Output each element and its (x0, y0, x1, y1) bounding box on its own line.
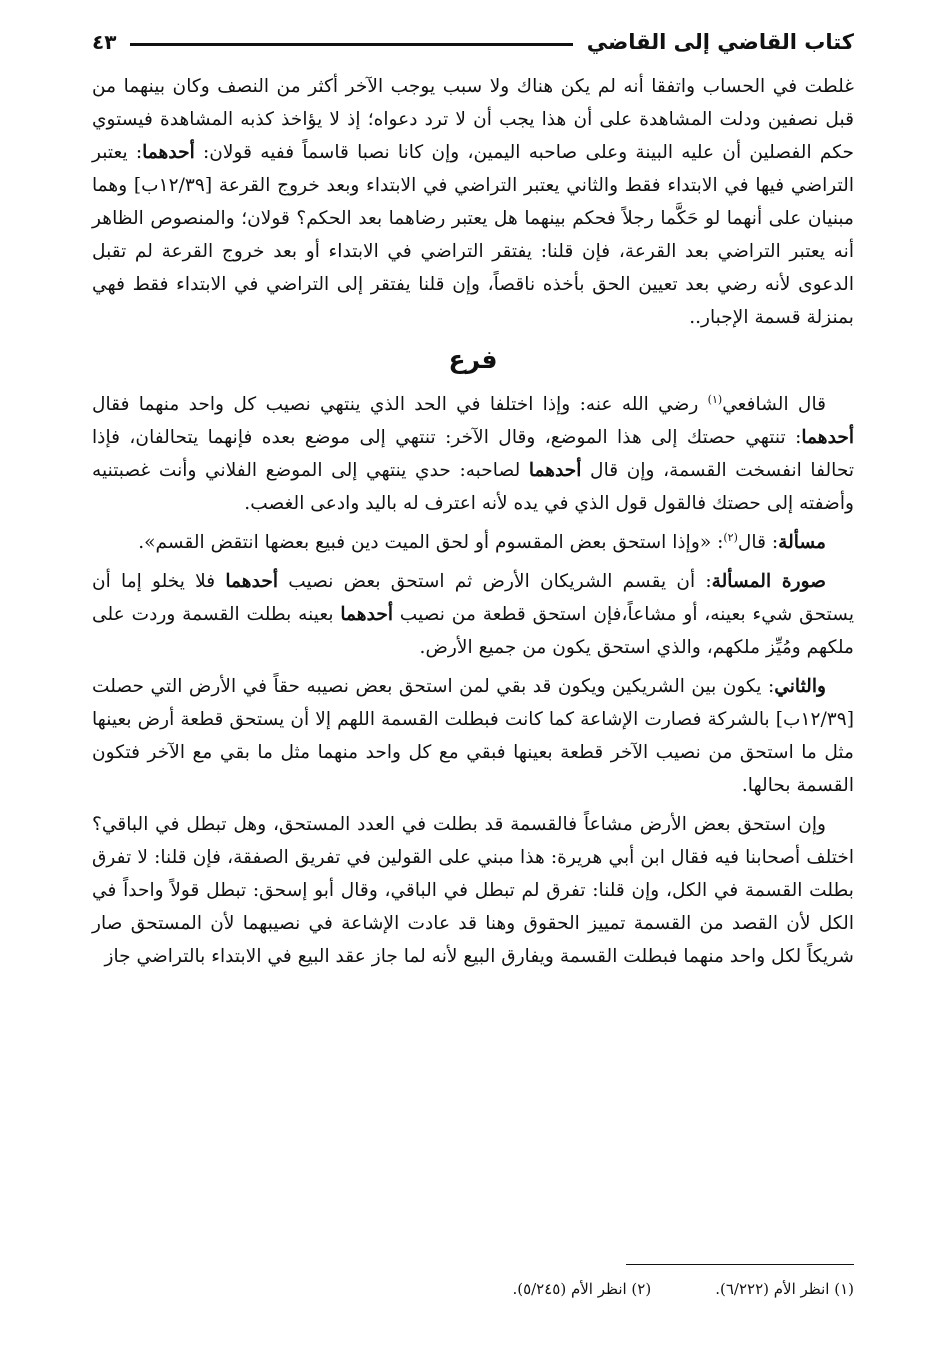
footnote-2: (٢) انظر الأم (٥/٢٤٥). (512, 1280, 652, 1298)
paragraph-5 (92, 670, 854, 802)
header-rule (130, 43, 572, 46)
paragraph-2-bold-1: أحدهما (801, 427, 854, 448)
paragraph-4 (92, 565, 854, 664)
paragraph-1 (92, 70, 854, 334)
paragraph-2-bold-2: أحدهما (528, 460, 582, 481)
paragraph-2 (92, 388, 854, 520)
paragraph-3-text: : قال (737, 532, 779, 553)
paragraph-1-bold: أحدهما (142, 142, 195, 163)
paragraph-2-text: قال الشافعي (722, 394, 826, 415)
paragraph-4-bold-2: أحدهما (225, 571, 278, 592)
paragraph-1-text-2: : يعتبر التراضي فيها في الابتداء فقط والثاني يعتبر التراضي في الابتداء وبعد خروج القرعة [١٢/٣٩ب] وهما مبنيان على أنهما لو حَكَّما رجلاً فحكم بينهما هل يعتبر رضاهما بعد الحكم؟ قولان؛ والمنصوص الظاهر أنه يعتبر التراضي بعد القرعة، فإن قلنا: يفتقر التراضي في الابتداء أو بعد خروج القرعة لم تقبل الدعوى لأنه رضي بعد تعيين الحق بأخذه ناقصاً، وإن قلنا يفتقر إلى التراضي في الابتداء فقط فهي بمنزلة قسمة الإجبار.. (92, 142, 854, 328)
main-text (92, 70, 854, 979)
paragraph-4-text-3: بعينه بطلت القسمة وردت على ملكهم ومُيِّز ملكهم، والذي استحق يكون من جميع الأرض. (92, 604, 854, 658)
paragraph-2-text-3: : تنتهي حصتك إلى هذا الموضع، وقال الآخر: تنتهي إلى موضع بعده فإنهما يتحالفان، فإذا تحالفا انفسخت القسمة، وإن قال (92, 427, 854, 481)
footnote-ref-2: (٢) (723, 530, 738, 544)
paragraph-1-text: غلطت في الحساب واتفقا أنه لم يكن هناك ولا سبب يوجب الآخر أكثر من النصف وكان بينهما من قبل نصفين ودلت المشاهدة على أن هذا يجب أن لا ترد دعواه؛ إذ لا يؤاخذ كذبه المشاهدة فيستوي حكم الفصلين أن عليه البينة وعلى صاحبه اليمين، وإن كانا نصبا قاسماً ففيه قولان: (92, 76, 854, 163)
footnote-ref-1: (١) (707, 392, 723, 406)
paragraph-2-text-4: لصاحبه: حدي ينتهي إلى الموضع الفلاني وأنت غصبتنيه وأضفته إلى حصتك فالقول قول الذي في يده لأنه اعترف له باليد وادعى الغصب. (92, 460, 854, 514)
paragraph-6: وإن استحق بعض الأرض مشاعاً فالقسمة قد بطلت في العدد المستحق، وهل تبطل في الباقي؟ اختلف أصحابنا فيه فقال ابن أبي هريرة: هذا مبني على القولين في تفريق الصفقة، فإن قلنا: لا تفرق بطلت القسمة في الكل، وإن قلنا: تفرق لم تبطل في الباقي، وقال أبو إسحق: تبطل قولاً واحداً في الكل لأن القصد من القسمة تمييز الحقوق وهنا قد عادت الإشاعة في نصيبهما لأن المستحق صار شريكاً لكل واحد منهما فبطلت القسمة ويفارق البيع لأنه لما جاز عقد البيع في الابتداء بالتراضي جاز (92, 814, 854, 967)
paragraph-4-bold-3: أحدهما (340, 604, 393, 625)
book-title: كتاب القاضي إلى القاضي (586, 30, 854, 54)
section-heading: فرع (448, 345, 498, 374)
paragraph-3-text-2: : «وإذا استحق بعض المقسوم أو لحق الميت دين فبيع بعضها انتقض القسم». (138, 532, 724, 553)
page-number: ٤٣ (92, 30, 117, 54)
paragraph-5-text: : يكون بين الشريكين ويكون قد بقي لمن استحق بعض نصيبه حقاً في الأرض التي حصلت [١٢/٣٩ب] بالشركة فصارت الإشاعة كما كانت فبطلت القسمة اللهم إلا أن يستحق قطعة أرض بعينها مثل ما استحق من نصيب الآخر قطعة بعينها فبقي مع كل واحد منهما مثل ما بقي مع الآخر فتكون القسمة بحالها. (92, 676, 854, 796)
footnote-1: (١) انظر الأم (٦/٢٢٢). (715, 1280, 854, 1298)
footnote-rule (626, 1264, 854, 1265)
footnotes (92, 1276, 854, 1302)
paragraph-3 (92, 526, 854, 559)
running-header (92, 22, 854, 62)
paragraph-2-text-2: رضي الله عنه: وإذا اختلفا في الحد الذي ينتهي نصيب كل واحد منهما فقال (92, 394, 708, 415)
paragraph-4-text: : أن يقسم الشريكان الأرض ثم استحق بعض نصيب (278, 571, 712, 592)
paragraph-5-bold: والثاني (774, 676, 826, 697)
paragraph-3-bold: مسألة (778, 532, 826, 553)
paragraph-4-text-2: فلا يخلو إما أن يستحق شيء بعينه، أو مشاعاً،فإن استحق قطعة من نصيب (92, 571, 854, 625)
paragraph-4-bold-1: صورة المسألة (711, 571, 827, 592)
